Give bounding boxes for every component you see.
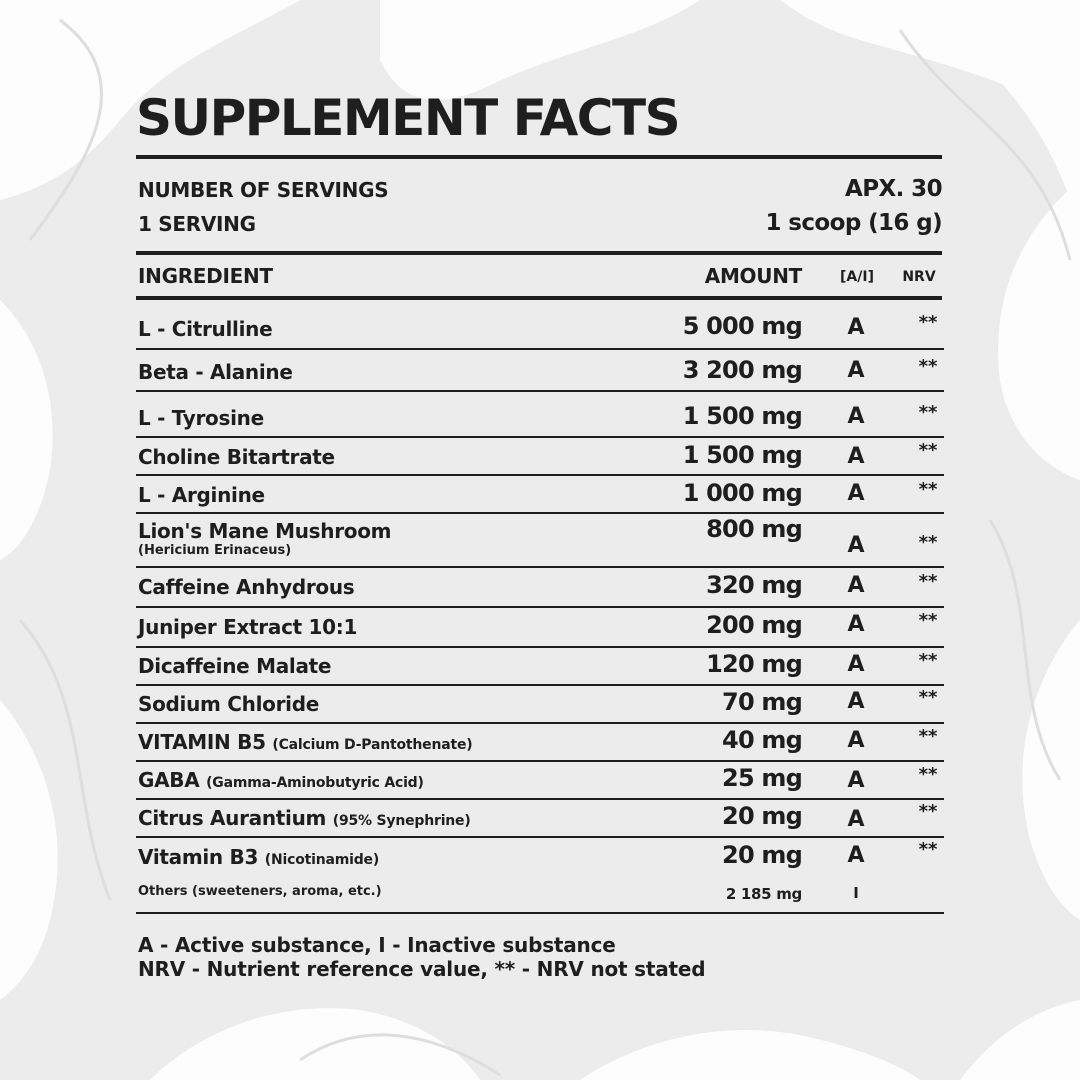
ingredient-nrv: **: [918, 479, 938, 500]
table-row: [136, 476, 944, 514]
table-row: [136, 350, 944, 392]
header-ingredient: INGREDIENT: [138, 264, 273, 288]
table-row: [136, 838, 944, 876]
table-row: [136, 608, 944, 648]
table-row: [136, 762, 944, 800]
ingredient-ai: A: [847, 315, 865, 340]
ingredient-ai: A: [847, 843, 865, 868]
ingredient-name: Caffeine Anhydrous: [138, 575, 355, 599]
ingredient-amount: 1 000 mg: [682, 479, 802, 507]
table-row: [136, 686, 944, 724]
servings-count-row: [138, 176, 942, 206]
ingredient-amount: 1 500 mg: [682, 402, 802, 430]
ingredient-amount: 200 mg: [706, 611, 802, 639]
divider: [136, 155, 942, 159]
ingredient-nrv: **: [918, 532, 938, 553]
header-nrv: NRV: [902, 269, 936, 285]
ingredient-ai: A: [847, 612, 865, 637]
servings-count-label: NUMBER OF SERVINGS: [138, 178, 389, 202]
table-header: [138, 264, 942, 292]
ingredient-nrv: **: [918, 402, 938, 423]
ingredient-ai: A: [847, 652, 865, 677]
table-row: [136, 648, 944, 686]
ingredient-name: Beta - Alanine: [138, 360, 293, 384]
table-row: [136, 300, 944, 350]
ingredient-name: Choline Bitartrate: [138, 445, 335, 469]
ingredient-nrv: **: [918, 839, 938, 860]
ingredient-name: GABA (Gamma-Aminobutyric Acid): [138, 768, 424, 792]
ingredient-name: Vitamin B3 (Nicotinamide): [138, 845, 380, 869]
legend-line-1: A - Active substance, I - Inactive substance: [138, 933, 616, 957]
ingredient-amount: 5 000 mg: [682, 312, 802, 340]
ingredient-ai: A: [847, 768, 865, 793]
serving-size-label: 1 SERVING: [138, 212, 256, 236]
ingredient-name: Sodium Chloride: [138, 692, 319, 716]
ingredient-ai: A: [847, 728, 865, 753]
ingredient-nrv: **: [918, 726, 938, 747]
ingredient-name: Lion's Mane Mushroom: [138, 519, 392, 543]
others-ai: I: [853, 884, 859, 902]
table-row-others: [136, 876, 944, 914]
ingredient-amount: 320 mg: [706, 571, 802, 599]
divider: [136, 251, 942, 255]
ingredient-subname: (Calcium D-Pantothenate): [272, 737, 473, 753]
servings-count-value: APX. 30: [845, 176, 942, 202]
ingredient-subname: (Nicotinamide): [264, 852, 380, 868]
ingredient-ai: A: [847, 533, 865, 558]
ingredient-nrv: **: [918, 356, 938, 377]
table-row: [136, 568, 944, 608]
ingredient-nrv: **: [918, 801, 938, 822]
ingredient-amount: 20 mg: [722, 802, 802, 830]
others-amount: 2 185 mg: [725, 885, 802, 903]
ingredient-amount: 1 500 mg: [682, 441, 802, 469]
row-divider: [136, 912, 944, 914]
ingredient-name: Juniper Extract 10:1: [138, 615, 358, 639]
ingredient-amount: 40 mg: [722, 726, 802, 754]
table-row: [136, 800, 944, 838]
ingredient-amount: 3 200 mg: [682, 356, 802, 384]
ingredient-amount: 25 mg: [722, 764, 802, 792]
ingredient-amount: 70 mg: [722, 688, 802, 716]
ingredient-nrv: **: [918, 440, 938, 461]
page-title: SUPPLEMENT FACTS: [136, 89, 680, 147]
ingredient-subname: (95% Synephrine): [332, 813, 471, 829]
ingredient-ai: A: [847, 444, 865, 469]
table-row: [136, 724, 944, 762]
ingredient-nrv: **: [918, 312, 938, 333]
ingredient-name: VITAMIN B5 (Calcium D-Pantothenate): [138, 730, 473, 754]
ingredient-name: Dicaffeine Malate: [138, 654, 332, 678]
ingredient-ai: A: [847, 404, 865, 429]
ingredient-nrv: **: [918, 610, 938, 631]
header-amount: AMOUNT: [704, 264, 802, 288]
ingredient-ai: A: [847, 573, 865, 598]
ingredient-amount: 20 mg: [722, 841, 802, 869]
serving-size-row: [138, 210, 942, 240]
ingredient-name: Citrus Aurantium (95% Synephrine): [138, 806, 471, 830]
table-row: [136, 514, 944, 568]
ingredient-nrv: **: [918, 764, 938, 785]
ingredient-ai: A: [847, 807, 865, 832]
ingredient-nrv: **: [918, 687, 938, 708]
ingredient-ai: A: [847, 358, 865, 383]
ingredient-subname: (Hericium Erinaceus): [138, 543, 292, 558]
serving-size-value: 1 scoop (16 g): [765, 210, 942, 236]
legend-line-2: NRV - Nutrient reference value, ** - NRV not stated: [138, 957, 706, 981]
others-name: Others (sweeteners, aroma, etc.): [138, 884, 382, 899]
ingredient-ai: A: [847, 689, 865, 714]
ingredient-name: L - Arginine: [138, 483, 265, 507]
ingredient-amount: 120 mg: [706, 650, 802, 678]
table-row: [136, 392, 944, 438]
header-ai: [A/I]: [840, 269, 874, 285]
ingredient-ai: A: [847, 481, 865, 506]
ingredient-amount: 800 mg: [706, 515, 802, 543]
ingredient-name: L - Citrulline: [138, 317, 273, 341]
ingredient-nrv: **: [918, 650, 938, 671]
ingredient-nrv: **: [918, 571, 938, 592]
table-row: [136, 438, 944, 476]
ingredient-name: L - Tyrosine: [138, 406, 264, 430]
ingredient-subname: (Gamma-Aminobutyric Acid): [206, 775, 424, 791]
